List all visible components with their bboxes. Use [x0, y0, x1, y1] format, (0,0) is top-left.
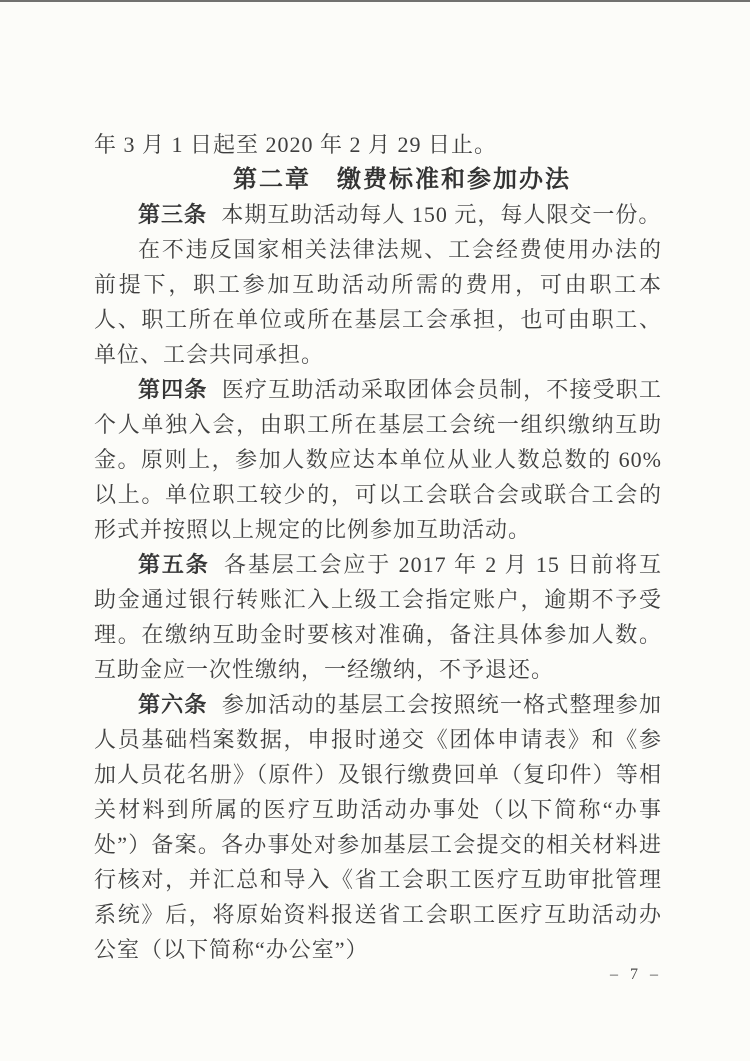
article-text: 各基层工会应于 2017 年 2 月 15 日前将互助金通过银行转账汇入上级工会指定账户，逾期不予受理。在缴纳互助金时要核对准确，备注具体参加人数。互助金应一次性缴纳，一经缴纳，不予退还。 [94, 552, 662, 682]
article-label: 第五条 [138, 552, 210, 577]
scan-edge-artifact [0, 0, 750, 2]
body-paragraph [94, 232, 662, 372]
document-content [94, 127, 662, 967]
article-label: 第六条 [138, 692, 208, 717]
continuation-line: 年 3 月 1 日起至 2020 年 2 月 29 日止。 [94, 132, 498, 157]
page-number: – 7 – [610, 966, 662, 983]
article-paragraph [94, 197, 662, 232]
article-label: 第四条 [138, 377, 208, 402]
article-paragraph [94, 547, 662, 687]
article-label: 第三条 [138, 202, 208, 227]
article-paragraph [94, 687, 662, 967]
article-text: 参加活动的基层工会按照统一格式整理参加人员基础档案数据，申报时递交《团体申请表》和《参加人员花名册》（原件）及银行缴费回单（复印件）等相关材料到所属的医疗互助活动办事处（以下简称“办事处”）备案。各办事处对参加基层工会提交的相关材料进行核对，并汇总和导入《省工会职工医疗互助审批管理系统》后，将原始资料报送省工会职工医疗互助活动办公室（以下简称“办公室”） [94, 692, 662, 962]
article-paragraph [94, 372, 662, 547]
chapter-heading: 第二章 缴费标准和参加办法 [233, 166, 571, 193]
article-text: 在不违反国家相关法律法规、工会经费使用办法的前提下，职工参加互助活动所需的费用，可由职工本人、职工所在单位或所在基层工会承担，也可由职工、单位、工会共同承担。 [94, 237, 662, 367]
article-text: 本期互助活动每人 150 元，每人限交一份。 [221, 202, 662, 227]
article-text: 医疗互助活动采取团体会员制，不接受职工个人单独入会，由职工所在基层工会统一组织缴纳互助金。原则上，参加人数应达本单位从业人数总数的 60%以上。单位职工较少的，可以工会联合会或联合工会的形式并按照以上规定的比例参加互助活动。 [94, 377, 662, 542]
